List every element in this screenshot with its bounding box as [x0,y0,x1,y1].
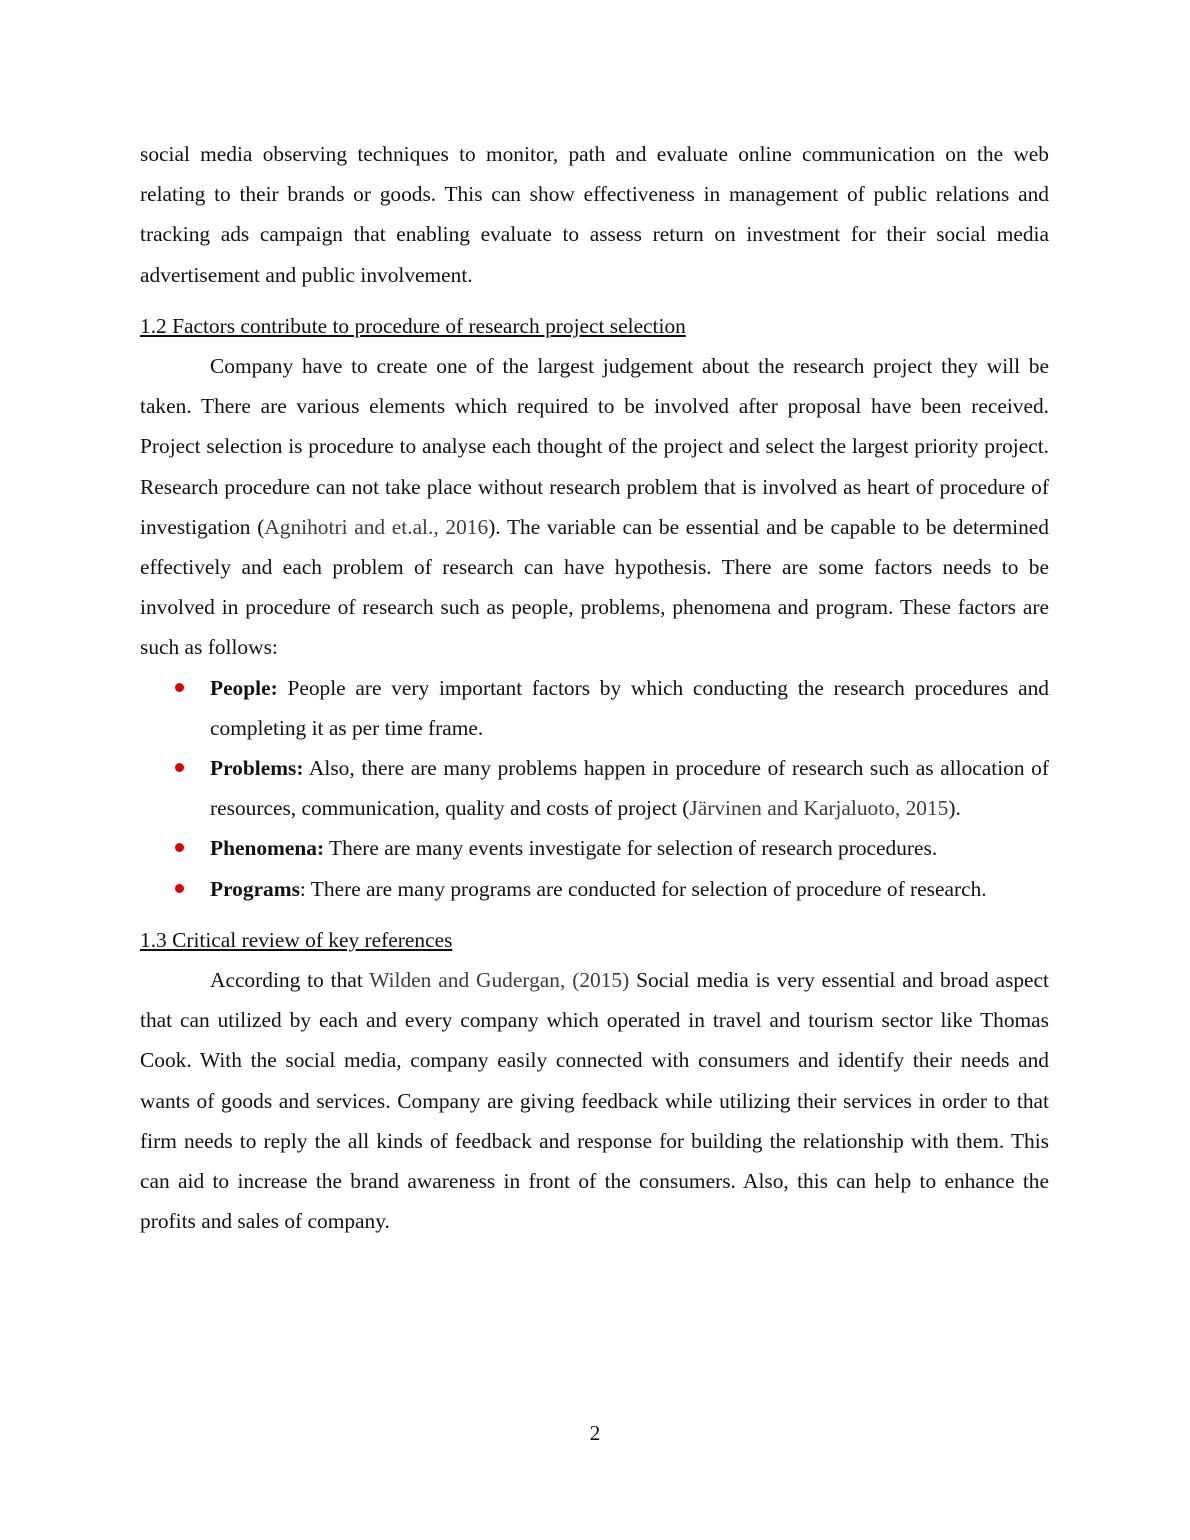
bullet-icon [175,683,184,692]
bullet-term: Problems: [210,756,304,781]
bullet-text: People are very important factors by which conducting the research procedures and completing it as per time frame. [210,675,1049,740]
bullet-term: Phenomena: [210,836,325,861]
bullet-icon [175,884,184,893]
citation: Agnihotri and et.al., 2016 [264,514,489,539]
page-number: 2 [589,1421,601,1445]
document-page [140,134,1049,1241]
bullet-icon [175,843,184,852]
section-heading-1-3: 1.3 Critical review of key references [140,927,453,952]
bullet-text: There are many events investigate for selection of research procedures. [324,836,938,861]
list-item-phenomena [140,828,1049,868]
list-item-programs [140,869,1049,909]
bullet-term: Programs [210,876,300,901]
section-1-3-paragraph [140,960,1049,1241]
bullet-text: Also, there are many problems happen in procedure of research such as allocation of resources, communication, quality and costs of project ( [210,756,1049,821]
section-heading-1-2: 1.2 Factors contribute to procedure of research project selection [140,313,686,338]
bullet-text: : There are many programs are conducted for selection of procedure of research. [299,876,987,901]
bullet-term: People: [210,675,278,700]
paragraph-text: Company have to create one of the largest judgement about the research project they will be taken. There are various elements which required to be involved after proposal have been received. Project selection is procedure to analyse each thought of the project and select the largest priority project. Research procedure can not take place without research problem that is involved as heart of procedure of investigation ( [140,354,1049,539]
intro-paragraph: social media observing techniques to monitor, path and evaluate online communication on the web relating to their brands or goods. This can show effectiveness in management of public relations and tracking ads campaign that enabling evaluate to assess return on investment for their social media advertisement and public involvement. [140,142,1049,287]
paragraph-text: Social media is very essential and broad aspect that can utilized by each and every company which operated in travel and tourism sector like Thomas Cook. With the social media, company easily connected with consumers and identify their needs and wants of goods and services. Company are giving feedback while utilizing their services in order to that firm needs to reply the all kinds of feedback and response for building the relationship with them. This can aid to increase the brand awareness in front of the consumers. Also, this can help to enhance the profits and sales of company. [140,968,1049,1234]
section-1-2-paragraph [140,346,1049,668]
paragraph-text: ). The variable can be essential and be capable to be determined effectively and each problem of research can have hypothesis. There are some factors needs to be involved in procedure of research such as people, problems, phenomena and program. These factors are such as follows: [140,514,1049,660]
bullet-text-after: ). [948,796,961,821]
paragraph-text: According to that [210,968,370,993]
list-item-problems [140,748,1049,828]
bullet-icon [175,763,184,772]
factor-list [140,668,1049,909]
citation: Wilden and Gudergan, (2015) [369,968,630,993]
citation: Järvinen and Karjaluoto, 2015 [689,796,949,821]
list-item-people [140,668,1049,748]
